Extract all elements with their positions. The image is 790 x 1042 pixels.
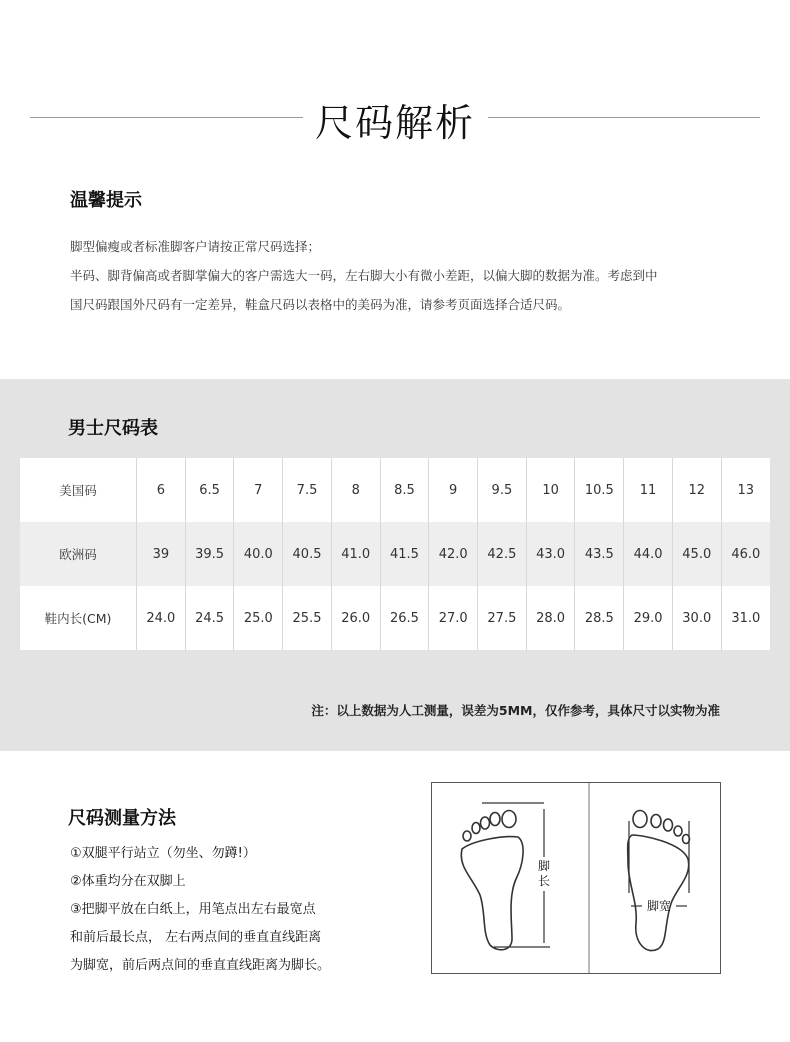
table-cell: 41.0	[331, 522, 380, 586]
size-chart-title: 男士尺码表	[68, 418, 158, 439]
table-cell: 11	[624, 458, 673, 522]
table-cell: 7	[234, 458, 283, 522]
table-row-us	[20, 458, 770, 522]
toe	[490, 813, 500, 826]
table-cell: 39.5	[185, 522, 234, 586]
measure-step: 为脚宽，前后两点间的垂直直线距离为脚长。	[70, 958, 331, 973]
table-cell: 9	[429, 458, 478, 522]
table-cell: 8.5	[380, 458, 429, 522]
table-cell: 8	[331, 458, 380, 522]
row-label: 欧洲码	[20, 522, 137, 586]
toe	[651, 815, 661, 828]
row-label: 美国码	[20, 458, 137, 522]
tips-title: 温馨提示	[70, 190, 142, 211]
foot-outline	[628, 835, 689, 951]
table-cell: 26.0	[331, 586, 380, 650]
table-cell: 45.0	[672, 522, 721, 586]
table-cell: 40.0	[234, 522, 283, 586]
table-cell: 42.0	[429, 522, 478, 586]
foot-outline	[461, 837, 523, 950]
table-cell: 29.0	[624, 586, 673, 650]
size-table	[20, 458, 770, 650]
measure-steps	[70, 840, 390, 980]
table-cell: 10.5	[575, 458, 624, 522]
table-cell: 6	[137, 458, 186, 522]
measurement-note: 注：以上数据为人工测量，误差为5MM，仅作参考，具体尺寸以实物为准	[311, 703, 720, 718]
table-cell: 42.5	[478, 522, 527, 586]
table-cell: 44.0	[624, 522, 673, 586]
table-cell: 31.0	[721, 586, 770, 650]
toe	[481, 817, 490, 829]
table-cell: 39	[137, 522, 186, 586]
measure-title: 尺码测量方法	[68, 808, 176, 829]
measure-step: ②体重均分在双脚上	[70, 874, 186, 889]
table-cell: 25.0	[234, 586, 283, 650]
measure-step: ③把脚平放在白纸上，用笔点出左右最宽点	[70, 902, 316, 917]
table-row-length	[20, 586, 770, 650]
tips-line: 国尺码跟国外尺码有一定差异，鞋盒尺码以表格中的美码为准，请参考页面选择合适尺码。	[70, 297, 571, 312]
foot-measure-diagram	[431, 782, 721, 974]
tips-line: 脚型偏瘦或者标准脚客户请按正常尺码选择；	[70, 239, 321, 254]
length-label-1: 脚	[537, 859, 551, 873]
toe	[633, 811, 647, 828]
table-row-eu	[20, 522, 770, 586]
table-cell: 6.5	[185, 458, 234, 522]
measure-step: ①双腿平行站立（勿坐、勿蹲!）	[70, 846, 256, 861]
table-cell: 46.0	[721, 522, 770, 586]
table-cell: 28.0	[526, 586, 575, 650]
table-cell: 30.0	[672, 586, 721, 650]
table-cell: 41.5	[380, 522, 429, 586]
foot-diagram-svg	[432, 783, 720, 973]
row-label: 鞋内长(CM)	[20, 586, 137, 650]
table-cell: 24.5	[185, 586, 234, 650]
table-cell: 26.5	[380, 586, 429, 650]
tips-text	[70, 232, 740, 319]
measure-step: 和前后最长点， 左右两点间的垂直直线距离	[70, 930, 322, 945]
table-cell: 43.5	[575, 522, 624, 586]
table-cell: 9.5	[478, 458, 527, 522]
table-cell: 12	[672, 458, 721, 522]
page-title: 尺码解析	[314, 101, 475, 145]
foot-length-illustration	[461, 803, 550, 950]
table-cell: 40.5	[283, 522, 332, 586]
width-label: 脚宽	[646, 899, 672, 913]
table-cell: 10	[526, 458, 575, 522]
table-cell: 13	[721, 458, 770, 522]
table-cell: 27.0	[429, 586, 478, 650]
toe	[463, 831, 471, 841]
toe	[502, 811, 516, 828]
toe	[674, 826, 682, 836]
toe	[472, 823, 480, 834]
length-label-2: 长	[537, 874, 551, 888]
table-cell: 28.5	[575, 586, 624, 650]
table-cell: 43.0	[526, 522, 575, 586]
table-cell: 27.5	[478, 586, 527, 650]
table-cell: 25.5	[283, 586, 332, 650]
table-cell: 24.0	[137, 586, 186, 650]
toe	[664, 819, 673, 831]
table-cell: 7.5	[283, 458, 332, 522]
foot-width-illustration	[628, 811, 690, 951]
tips-line: 半码、脚背偏高或者脚掌偏大的客户需选大一码，左右脚大小有微小差距，以偏大脚的数据为准。考虑到中	[70, 268, 658, 283]
